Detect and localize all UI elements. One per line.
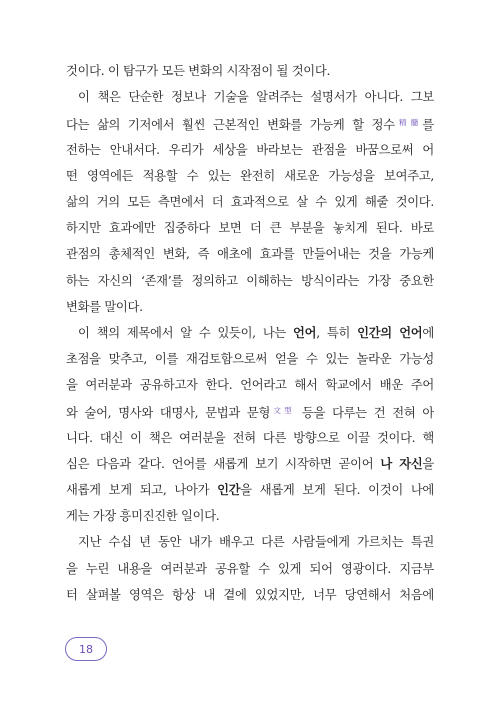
emphasis: 언어 [293,325,317,340]
text-line: 게는 가장 흥미진진한 일이다. [66,509,220,524]
text-line: 다는 삶의 기저에서 훨씬 근본적인 변화를 가능케 할 정수$^{精髓}$를 [66,118,434,133]
text-line: 변화를 말이다. [66,299,143,314]
text-line: 전하는 안내서다. 우리가 세상을 바라보는 관점을 바꿈으로써 어 [66,142,434,157]
text-line: 하지만 효과에만 집중하다 보면 더 큰 부분을 놓치게 된다. 바로 [66,221,434,236]
text-line: 지난 수십 년 동안 내가 배우고 다른 사람들에게 가르치는 특권 [78,535,434,550]
text-line: 터 살펴볼 영역은 항상 내 곁에 있었지만, 너무 당연해서 처음에 [66,587,434,602]
text-line: 을 누린 내용을 여러분과 공유할 수 있게 되어 영광이다. 지금부 [66,561,434,576]
emphasis: 인간의 언어 [357,325,423,340]
emphasis: 인간 [217,483,241,497]
text-line: 초점을 맞추고, 이를 재검토함으로써 얻을 수 있는 놀라운 가능성 [66,352,434,367]
text-line: 심은 다음과 같다. 언어를 새롭게 보기 시작하면 곧이어 나 자신을 [66,456,434,471]
hanja-annotation: 文型 [270,406,296,416]
text-line: 삶의 거의 모든 측면에서 더 효과적으로 살 수 있게 해줄 것이다. [66,194,434,209]
text-line: 와 술어, 명사와 대명사, 문법과 문형$^{文型}$ 등을 다루는 건 전혀 아 [66,406,434,421]
text-line: 을 여러분과 공유하고자 한다. 언어라고 해서 학교에서 배운 주어 [66,378,434,393]
page-number: 18 [65,637,107,661]
text-line: 이 책의 제목에서 알 수 있듯이, 나는 언어, 특히 인간의 언어에 [78,325,434,340]
text-line: 새롭게 보게 되고, 나아가 인간을 새롭게 보게 된다. 이것이 나에 [66,483,434,497]
body-text [66,58,434,608]
text-line: 떤 영역에든 적용할 수 있는 완전히 새로운 가능성을 보여주고, [66,168,434,183]
text-line: 니다. 대신 이 책은 여러분을 전혀 다른 방향으로 이끌 것이다. 핵 [66,430,434,445]
text-line: 이 책은 단순한 정보나 기술을 알려주는 설명서가 아니다. 그보 [78,90,434,105]
text-line: 하는 자신의 ‘존재’를 정의하고 이해하는 방식이라는 가장 중요한 [66,273,434,288]
emphasis: 나 자신 [380,456,423,471]
text-line: 관점의 총체적인 변화, 즉 애초에 효과를 만들어내는 것을 가능케 [66,247,434,262]
hanja-annotation: 精髓 [394,118,423,128]
text-line: 것이다. 이 탐구가 모든 변화의 시작점이 될 것이다. [66,64,331,78]
